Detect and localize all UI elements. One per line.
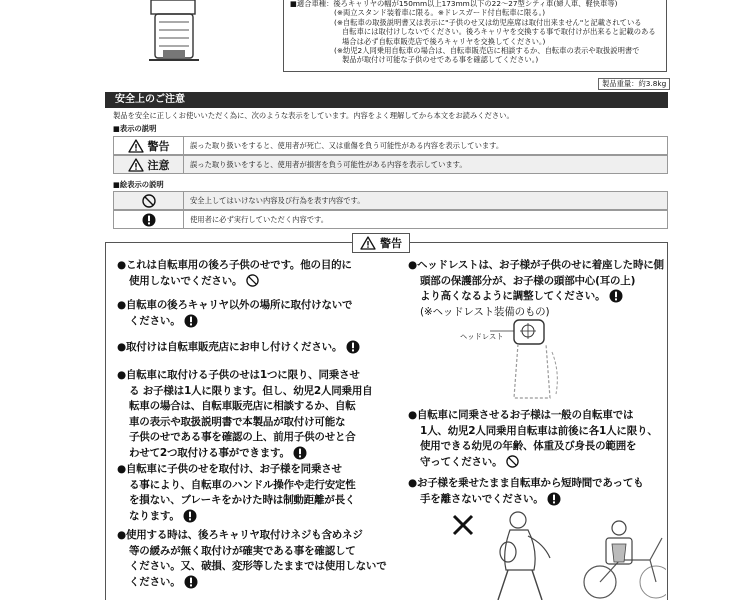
do-not-leave-child-illustration bbox=[450, 508, 666, 600]
caution-description: 誤った取り扱いをすると、使用者が損害を負う可能性がある内容を表示しています。 bbox=[190, 160, 467, 169]
mandatory-action-icon bbox=[183, 509, 197, 523]
headrest-illustration bbox=[490, 312, 570, 402]
spec-line: 製品が取付け可能な子供のせである事を確認してください。) bbox=[342, 55, 539, 65]
prohibition-icon bbox=[246, 274, 259, 287]
caution-label: 注意 bbox=[147, 158, 170, 172]
warning-description: 誤った取り扱いをすると、使用者が死亡、又は重傷を負う可能性がある内容を表示しています。 bbox=[190, 141, 504, 150]
mandatory-action-icon bbox=[142, 213, 156, 227]
safety-section-header: 安全上のご注意 bbox=[105, 92, 668, 108]
legend-mandatory-row bbox=[113, 210, 668, 229]
warning-label: 警告 bbox=[147, 139, 170, 153]
display-explanation-label: ■表示の説明 bbox=[113, 124, 157, 133]
warning-item: ●使用する時は、後ろキャリヤ取付けネジも含めネジ 等の緩みが無く取付けが確実である事を確認して ください。又、破損、変形等したままでは使用しないで ください。 bbox=[117, 529, 387, 588]
spec-line: (※幼児2人同乗用自転車の場合は、自転車販売店に相談するか、自転車の表示や取扱説明書で bbox=[334, 46, 640, 56]
legend-warning-row bbox=[113, 136, 668, 155]
prohibit-description: 安全上してはいけない内容及び行為を表す内容です。 bbox=[190, 196, 365, 205]
mandatory-action-icon bbox=[184, 575, 198, 589]
spec-line: 自転車には取付けしないでください。後ろキャリヤを交換する事で取付けが出来ると記載のある bbox=[342, 27, 656, 37]
warning-item: ●ヘッドレストは、お子様が子供のせに着座した時に側 頭部の保護部分が、お子様の頭部中心(耳の上) より高くなるように調整してください。 (※ヘッドレスト装備のもの) bbox=[408, 258, 664, 320]
safety-intro: 製品を安全に正しくお使いいただく為に、次のような表示をしています。内容をよく理解してから本文をお読みください。 bbox=[113, 111, 514, 120]
legend-caution-row bbox=[113, 155, 668, 174]
headrest-note: (※ヘッドレスト装備のもの) bbox=[420, 305, 550, 318]
x-mark-icon bbox=[454, 516, 472, 534]
prohibition-icon bbox=[142, 194, 156, 208]
warning-item: ●自転車の後ろキャリヤ以外の場所に取付けないで ください。 bbox=[117, 299, 353, 327]
caution-triangle-icon bbox=[128, 158, 144, 172]
spec-line: (※自転車の取扱説明書又は表示に"子供のせ又は幼児座席は取付出来ません"と記載されている bbox=[334, 17, 642, 27]
mandatory-action-icon bbox=[609, 289, 623, 303]
mandatory-action-icon bbox=[346, 340, 360, 354]
warning-item: ●自転車に同乗させるお子様は一般の自転車では 1人、幼児2人同乗用自転車は前後に各1人に限り、 使用できる幼児の年齢、体重及び身長の範囲を 守ってください。 bbox=[408, 409, 658, 468]
warning-item: ●これは自転車用の後ろ子供のせです。他の目的に 使用しないでください。 bbox=[117, 259, 352, 287]
mandatory-action-icon bbox=[293, 446, 307, 460]
child-seat-illustration bbox=[145, 0, 203, 66]
compatibility-spec-box bbox=[283, 0, 667, 72]
symbol-explanation-label: ■絵表示の説明 bbox=[113, 180, 164, 189]
warning-item: ●お子様を乗せたまま自転車から短時間であっても 手を離さないでください。 bbox=[408, 477, 644, 505]
warning-item: ●自転車に取付ける子供のせは1つに限り、同乗させ る お子様は1人に限ります。但し、幼児2人同乗用自 転車の場合は、自転車販売店に相談するか、自転 車の表示や取扱説明書で本製品が取付け可能な 子供のせである事を確認の上、前用子供のせと合 わせて2つ取付ける事ができます。 bbox=[117, 369, 373, 459]
warning-triangle-icon bbox=[128, 139, 144, 153]
warning-triangle-icon bbox=[360, 236, 376, 250]
mandatory-description: 使用者に必ず実行していただく内容です。 bbox=[190, 215, 329, 224]
spec-line: (※両立スタンド装着車に限る。※ドレスガード付自転車に限る。) bbox=[334, 8, 546, 18]
headrest-label: ヘッドレスト bbox=[460, 332, 504, 341]
warning-item: ●取付けは自転車販売店にお申し付けください。 bbox=[117, 340, 360, 356]
prohibition-icon bbox=[506, 455, 519, 468]
legend-prohibit-row bbox=[113, 191, 668, 210]
mandatory-action-icon bbox=[547, 492, 561, 506]
spec-line: 場合は必ず自転車販売店で後ろキャリヤを交換してください。) bbox=[342, 36, 546, 46]
warning-item: ●自転車に子供のせを取付け、お子様を同乗させ る事により、自転車のハンドル操作や走行安定性 を損ない、ブレーキをかけた時は制動距離が長く なります。 bbox=[117, 463, 356, 522]
warning-box-title: 警告 bbox=[352, 233, 410, 253]
product-weight: 製品重量：約3.8kg bbox=[598, 78, 670, 90]
spec-line: ■適合車種：後ろキャリヤの幅が150mm以上173mm以下の22〜27型シティ車(婦人車、軽快車等) bbox=[290, 0, 618, 8]
mandatory-action-icon bbox=[184, 314, 198, 328]
